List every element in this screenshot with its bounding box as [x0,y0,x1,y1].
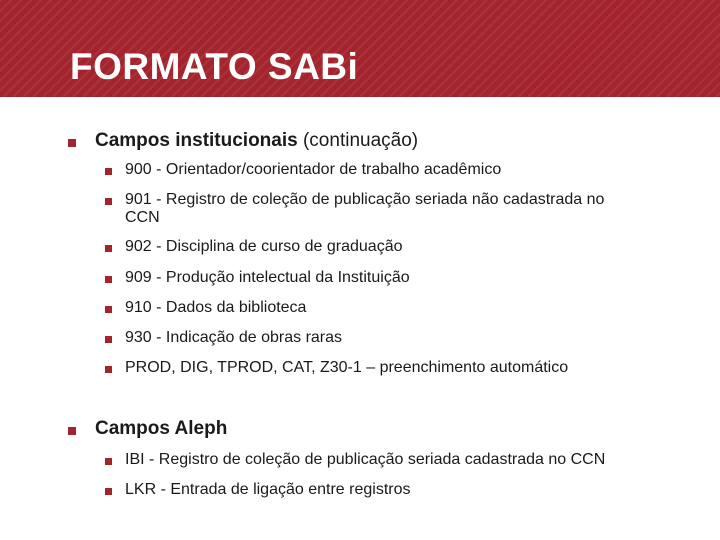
list-item: 930 - Indicação de obras raras [125,329,343,346]
list-item: PROD, DIG, TPROD, CAT, Z30-1 – preenchimento automático [125,359,569,376]
heading-suffix-text: (continuação) [297,130,419,151]
sub-bullet-icon [105,488,112,495]
bullet-icon [68,427,76,435]
sub-bullet-icon [105,306,112,313]
list-item: 910 - Dados da biblioteca [125,299,307,316]
heading-bold-text: Campos Aleph [95,418,228,439]
list-item: 909 - Produção intelectual da Instituição [125,269,410,286]
section-heading-institucionais [95,130,418,152]
bullet-icon [68,139,76,147]
sub-bullet-icon [105,336,112,343]
sub-bullet-icon [105,366,112,373]
sub-bullet-icon [105,245,112,252]
heading-bold-text: Campos institucionais [95,130,298,151]
sub-bullet-icon [105,276,112,283]
list-item: 902 - Disciplina de curso de graduação [125,238,403,255]
list-item: LKR - Entrada de ligação entre registros [125,481,411,498]
page-title: FORMATO SABi [70,46,359,87]
sub-bullet-icon [105,198,112,205]
section-heading-aleph [95,418,227,440]
sub-bullet-icon [105,458,112,465]
list-item-continuation: CCN [125,209,160,226]
list-item: 901 - Registro de coleção de publicação seriada não cadastrada no [125,191,605,208]
list-item: IBI - Registro de coleção de publicação seriada cadastrada no CCN [125,451,606,468]
sub-bullet-icon [105,168,112,175]
list-item: 900 - Orientador/coorientador de trabalho acadêmico [125,161,502,178]
